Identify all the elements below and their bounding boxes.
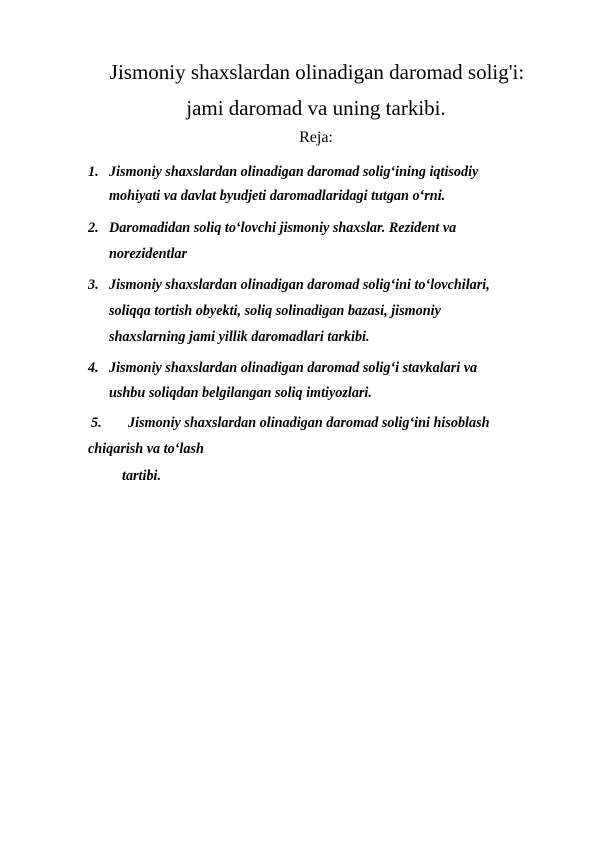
list-item-line: shaxslarning jami yillik daromadlari tarkibi.	[109, 329, 370, 345]
list-item-number: 4.	[88, 360, 99, 376]
document-title-line-1: Jismoniy shaxslardan olinadigan daromad solig'i:	[109, 60, 525, 84]
list-item-line: soliqqa tortish obyekti, soliq solinadigan bazasi, jismoniy	[109, 303, 441, 319]
list-item-number: 2.	[88, 220, 99, 236]
list-item-number: 1.	[88, 164, 99, 180]
list-item-line: mohiyati va davlat byudjeti daromadlaridagi tutgan o‘rni.	[109, 188, 446, 204]
list-item-line: Jismoniy shaxslardan olinadigan daromad solig‘i stavkalari va	[109, 360, 478, 376]
list-item-number: 5.	[91, 415, 102, 431]
list-item-line: Daromadidan soliq to‘lovchi jismoniy shaxslar. Rezident va	[109, 220, 457, 236]
list-item-line: tartibi.	[122, 468, 162, 484]
list-item-line: Jismoniy shaxslardan olinadigan daromad solig‘ini to‘lovchilari,	[109, 277, 490, 293]
list-item-number: 3.	[88, 277, 99, 293]
list-item-line: Jismoniy shaxslardan olinadigan daromad solig‘ini hisoblash	[128, 415, 490, 431]
list-item-line: norezidentlar	[109, 246, 188, 262]
list-item-line: chiqarish va to‘lash	[88, 441, 204, 457]
document-title-line-2: jami daromad va uning tarkibi.	[186, 96, 446, 120]
list-item-line: ushbu soliqdan belgilangan soliq imtiyozlari.	[109, 385, 372, 401]
plan-heading: Reja:	[299, 129, 333, 146]
list-item-line: Jismoniy shaxslardan olinadigan daromad solig‘ining iqtisodiy	[109, 164, 479, 180]
